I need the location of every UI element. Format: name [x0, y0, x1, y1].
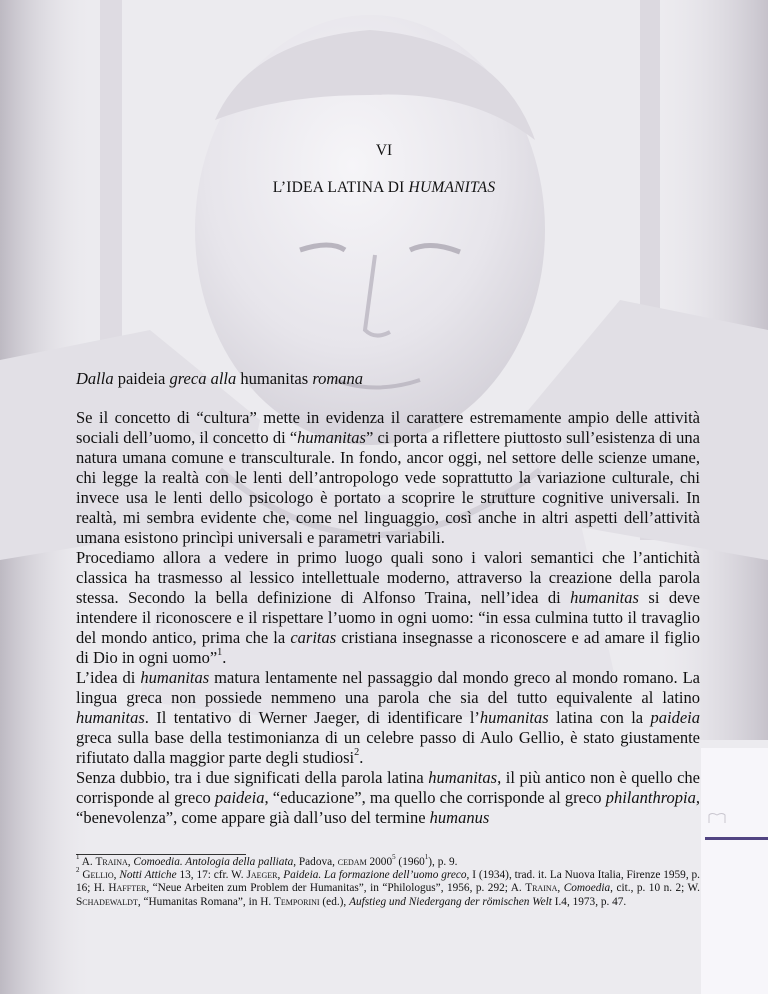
section-title-part: humanitas — [236, 369, 313, 388]
author-name: Temporini — [274, 895, 320, 908]
chapter-number: VI — [375, 142, 393, 159]
text-run: , Padova, — [293, 856, 338, 868]
work-title: Comoedia — [563, 882, 611, 895]
footnote-ref-1[interactable]: 1 — [217, 646, 223, 658]
author-name: Schadewaldt — [76, 895, 138, 908]
section-title-part: romana — [312, 369, 364, 388]
text-run: caritas — [290, 628, 337, 647]
chapter-title-prefix: L’IDEA LATINA DI — [272, 179, 409, 196]
chapter-title-emphasis: HUMANITAS — [408, 179, 496, 196]
text-run: greca sulla base della testimonianza di un celebre passo di Aulo Gellio, è stato giustamente rifiutato dalla maggior parte degli studiosi — [76, 728, 700, 767]
text-run: A. — [79, 856, 96, 868]
text-run: , “Humanitas Romana”, in H. — [137, 895, 275, 908]
text-run: Procediamo allora a vedere in primo luogo quali sono i valori semantici che l’antichità classica ha trasmesso al lessico intellettuale moderno, attraverso la creazione della parola stessa. Secondo la bella definizione di Alfonso Traina, nell’idea di — [76, 548, 700, 607]
footnote-number: 2 — [76, 866, 80, 875]
text-run: I.4, 1973, p. 47. — [551, 895, 627, 908]
text-run: L’idea di — [76, 668, 141, 687]
text-run: cristiana insegnasse a riconoscere e ad amare il figlio di Dio in ogni uomo” — [76, 628, 700, 667]
publisher: cedam — [337, 856, 367, 868]
text-run: . — [222, 648, 227, 667]
text-run: Se il concetto di “cultura” mette in evidenza il carattere estremamente ampio delle attività sociali dell’uomo, il concetto di “ — [76, 408, 700, 447]
footnote-2 — [76, 866, 700, 909]
text-run: matura lentamente nel passaggio dal mondo greco al mondo romano. La lingua greca non possiede nemmeno una parola che sia del tutto equivalente al latino — [76, 668, 701, 707]
edition-number: 5 — [392, 853, 396, 862]
text-run: 2000 — [366, 856, 393, 868]
footnotes — [76, 853, 700, 909]
edition-number: 1 — [424, 853, 429, 862]
author-name: Traina — [525, 882, 558, 895]
section-title-part: Dalla — [76, 369, 114, 388]
text-run: latina con la — [548, 708, 651, 727]
text-run: Senza dubbio, tra i due significati della parola latina — [76, 768, 429, 787]
text-run: , “educazione”, ma quello che corrisponde al greco — [264, 788, 606, 807]
text-run: humanitas — [428, 768, 498, 787]
text-run: , — [277, 869, 284, 882]
text-run: 13, 17: cfr. W. — [176, 869, 247, 882]
paragraph-3 — [76, 668, 700, 768]
text-run: humanitas — [76, 708, 145, 727]
author-name: Jaeger — [246, 869, 278, 882]
text-run: paideia — [650, 708, 700, 727]
section-title-part: paideia — [113, 369, 170, 388]
work-title: Comoedia. Antologia della palliata — [133, 856, 294, 868]
text-run: , cit., p. 10 n. 2; W. — [610, 882, 700, 895]
text-run: (1960 — [395, 856, 425, 868]
section-title-part: greca alla — [169, 369, 237, 388]
paragraph-1 — [76, 408, 700, 548]
body-text — [76, 408, 700, 828]
work-title: Notti Attiche — [119, 869, 177, 882]
text-run: , il più antico non è quello che corrisponde al greco — [76, 768, 701, 807]
text-run: , — [113, 869, 120, 882]
paragraph-2 — [76, 548, 700, 668]
paragraph-4 — [76, 768, 700, 828]
author-name: Traina — [95, 856, 128, 868]
text-run: humanitas — [297, 428, 366, 447]
chapter-title — [0, 179, 768, 197]
text-run: philanthropia — [605, 788, 696, 807]
footnote-number: 1 — [76, 853, 80, 862]
text-run: (ed.), — [319, 895, 350, 908]
text-run: humanitas — [570, 588, 639, 607]
work-title: Aufstieg und Niedergang der römischen Welt — [349, 895, 552, 908]
text-run: . Il tentativo di Werner Jaeger, di identificare l’ — [144, 708, 480, 727]
section-title — [76, 369, 363, 389]
text-run: , “benevolenza”, come appare già dall’uso del termine — [76, 788, 700, 827]
text-run: humanus — [429, 808, 490, 827]
author-name: Gellio — [79, 869, 114, 882]
author-name: Haffter — [108, 882, 147, 895]
text-run: , — [557, 882, 564, 895]
footnote-separator — [76, 854, 246, 855]
text-run: , — [127, 856, 134, 868]
text-run: ” ci porta a riflettere piuttosto sull’esistenza di una natura umana comune e transculturale. In fondo, ancor oggi, nel settore delle scienze umane, chi legge la realtà con le lenti dell’antropologo vede soprattutto la variazione culturale, chi invece usa le lenti dello psicologo è portato a scoprire le strutture cognitive universali. In realtà, mi sembra evidente che, come nel linguaggio, così anche in altri aspetti dell’attività umana esistono princìpi universali e parametri variabili. — [76, 428, 700, 547]
text-run: humanitas — [479, 708, 549, 727]
text-run: , “Neue Arbeiten zum Problem der Humanitas”, in “Philologus”, 1956, p. 292; A. — [146, 882, 526, 895]
text-run: paideia — [214, 788, 265, 807]
work-title: Paideia. La formazione dell’uomo greco — [283, 869, 467, 882]
text-run: humanitas — [140, 668, 210, 687]
text-run: si deve intendere il riconoscere e il rispettare l’uomo in ogni uomo: “in essa culmina tutto il travaglio del mondo antico, prima che la — [76, 588, 701, 647]
footnote-ref-2[interactable]: 2 — [354, 746, 360, 758]
text-run: . — [359, 748, 364, 767]
text-run: , I (1934), trad. it. La Nuova Italia, Firenze 1959, p. 16; H. — [76, 869, 700, 895]
footnote-1 — [76, 853, 700, 869]
text-run: ), p. 9. — [428, 856, 458, 868]
